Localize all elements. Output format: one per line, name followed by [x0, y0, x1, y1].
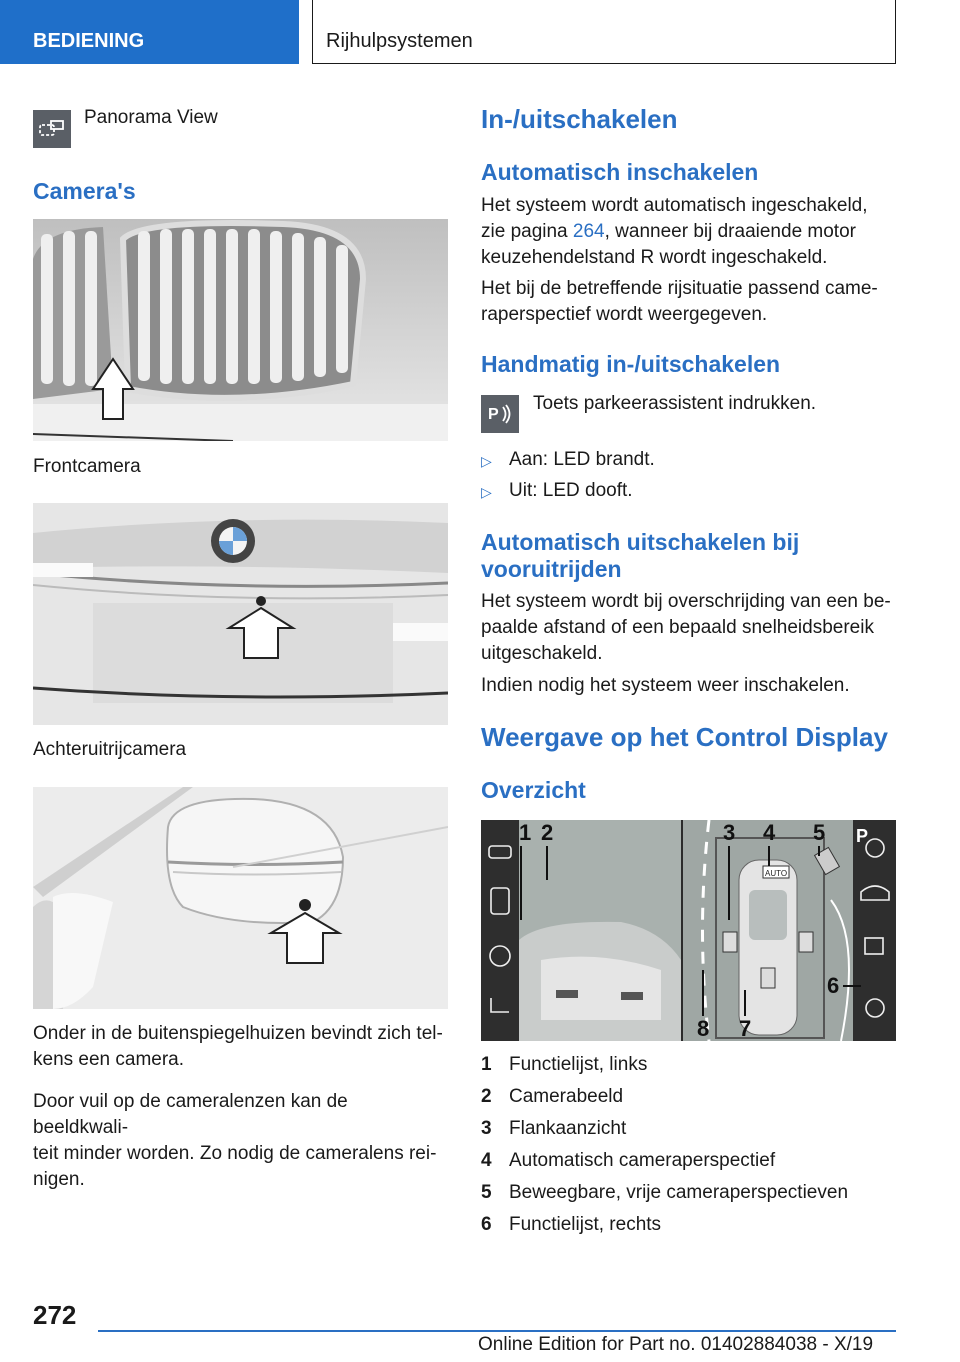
legend-text: Functielijst, links [509, 1054, 648, 1075]
legend-text: Flankaanzicht [509, 1118, 627, 1139]
legend-item [481, 1150, 775, 1172]
auto-off-paragraph [481, 589, 896, 667]
legend-text: Beweegbare, vrije cameraperspectieven [509, 1182, 849, 1203]
mirror-camera-paragraph [33, 1021, 448, 1073]
display-label: 8 [697, 1016, 710, 1041]
bullet-triangle-icon: ▷ [481, 484, 492, 500]
rear-camera-caption: Achteruitrijcamera [33, 739, 187, 760]
para-line: Het bij de betreffende rijsituatie passend came- [481, 278, 878, 299]
bullet-text: Aan: LED brandt. [509, 449, 655, 470]
legend-item [481, 1214, 661, 1236]
reactivate-paragraph: Indien nodig het systeem weer inschakelen. [481, 675, 850, 696]
display-label: 1 [519, 820, 532, 845]
display-label: 2 [541, 820, 554, 845]
page-link-264[interactable]: 264 [572, 221, 605, 242]
display-label: 3 [723, 820, 736, 845]
legend-number: 4 [481, 1150, 492, 1171]
heading-line: Automatisch uitschakelen bij [481, 529, 800, 555]
control-display-image [481, 820, 896, 1041]
bullet-text: Uit: LED dooft. [509, 480, 633, 501]
para-line: keuzehendelstand R wordt ingeschakeld. [481, 247, 828, 268]
display-label: 7 [739, 1016, 752, 1041]
legend-text: Functielijst, rechts [509, 1214, 662, 1235]
para-line: Door vuil op de cameralenzen kan de beeldkwali- [33, 1091, 348, 1138]
page-number: 272 [33, 1300, 77, 1330]
bullet-item [481, 480, 633, 502]
topic-tab [312, 0, 896, 64]
para-line: kens een camera. [33, 1049, 185, 1070]
auto-on-paragraph [481, 193, 896, 271]
lens-dirt-paragraph [33, 1089, 448, 1193]
svg-text:P: P [488, 406, 499, 423]
auto-off-heading [481, 529, 799, 583]
para-line: uitgeschakeld. [481, 643, 603, 664]
manual-heading: Handmatig in-/uitschakelen [481, 351, 781, 377]
legend-item [481, 1086, 623, 1108]
para-line: Onder in de buitenspiegelhuizen bevindt zich tel- [33, 1023, 443, 1044]
panorama-view-icon [33, 110, 71, 148]
edition-text: Online Edition for Part no. 01402884038 - X/19 [478, 1334, 874, 1355]
para-line: Het systeem wordt bij overschrijding van een be- [481, 591, 891, 612]
footer-divider [98, 1330, 896, 1332]
legend-number: 2 [481, 1086, 492, 1107]
legend-item [481, 1118, 626, 1140]
legend-item [481, 1182, 848, 1204]
front-camera-caption: Frontcamera [33, 456, 141, 477]
legend-item [481, 1054, 647, 1076]
mirror-camera-image [33, 787, 448, 1009]
legend-text: Camerabeeld [509, 1086, 624, 1107]
para-text: zie pagina [481, 221, 573, 242]
para-line: raperspectief wordt weergegeven. [481, 304, 768, 325]
park-assist-button-icon [481, 395, 519, 433]
para-line: paalde afstand of een bepaald snelheidsbereik [481, 617, 874, 638]
display-heading: Weergave op het Control Display [481, 722, 888, 752]
section-title: BEDIENING [33, 30, 145, 52]
auto-indicator: AUTO [765, 869, 788, 878]
onoff-heading: In-/uitschakelen [481, 104, 678, 134]
para-line: Het systeem wordt automatisch ingeschakeld, [481, 195, 868, 216]
topic-title: Rijhulpsystemen [326, 30, 473, 52]
rear-camera-image [33, 503, 448, 725]
legend-number: 6 [481, 1214, 492, 1235]
overview-heading: Overzicht [481, 777, 586, 803]
heading-line: vooruitrijden [481, 556, 622, 582]
legend-number: 5 [481, 1182, 492, 1203]
cameras-heading: Camera's [33, 178, 136, 204]
display-label: 6 [827, 973, 840, 998]
bullet-triangle-icon: ▷ [481, 453, 492, 469]
legend-text: Automatisch cameraperspectief [509, 1150, 776, 1171]
park-p-icon: P [856, 826, 869, 846]
auto-on-heading: Automatisch inschakelen [481, 159, 759, 185]
para-text: , wanneer bij draaiende motor [604, 221, 856, 242]
perspective-paragraph [481, 276, 896, 328]
legend-number: 1 [481, 1054, 492, 1075]
para-line: nigen. [33, 1169, 85, 1190]
front-camera-image [33, 219, 448, 441]
legend-number: 3 [481, 1118, 492, 1139]
para-line: teit minder worden. Zo nodig de cameralens rei- [33, 1143, 437, 1164]
display-label: 4 [763, 820, 776, 845]
section-tab [0, 0, 299, 64]
panorama-view-label: Panorama View [84, 107, 218, 128]
display-label: 5 [813, 820, 826, 845]
manual-text: Toets parkeerassistent indrukken. [533, 393, 817, 414]
bullet-item [481, 449, 655, 471]
